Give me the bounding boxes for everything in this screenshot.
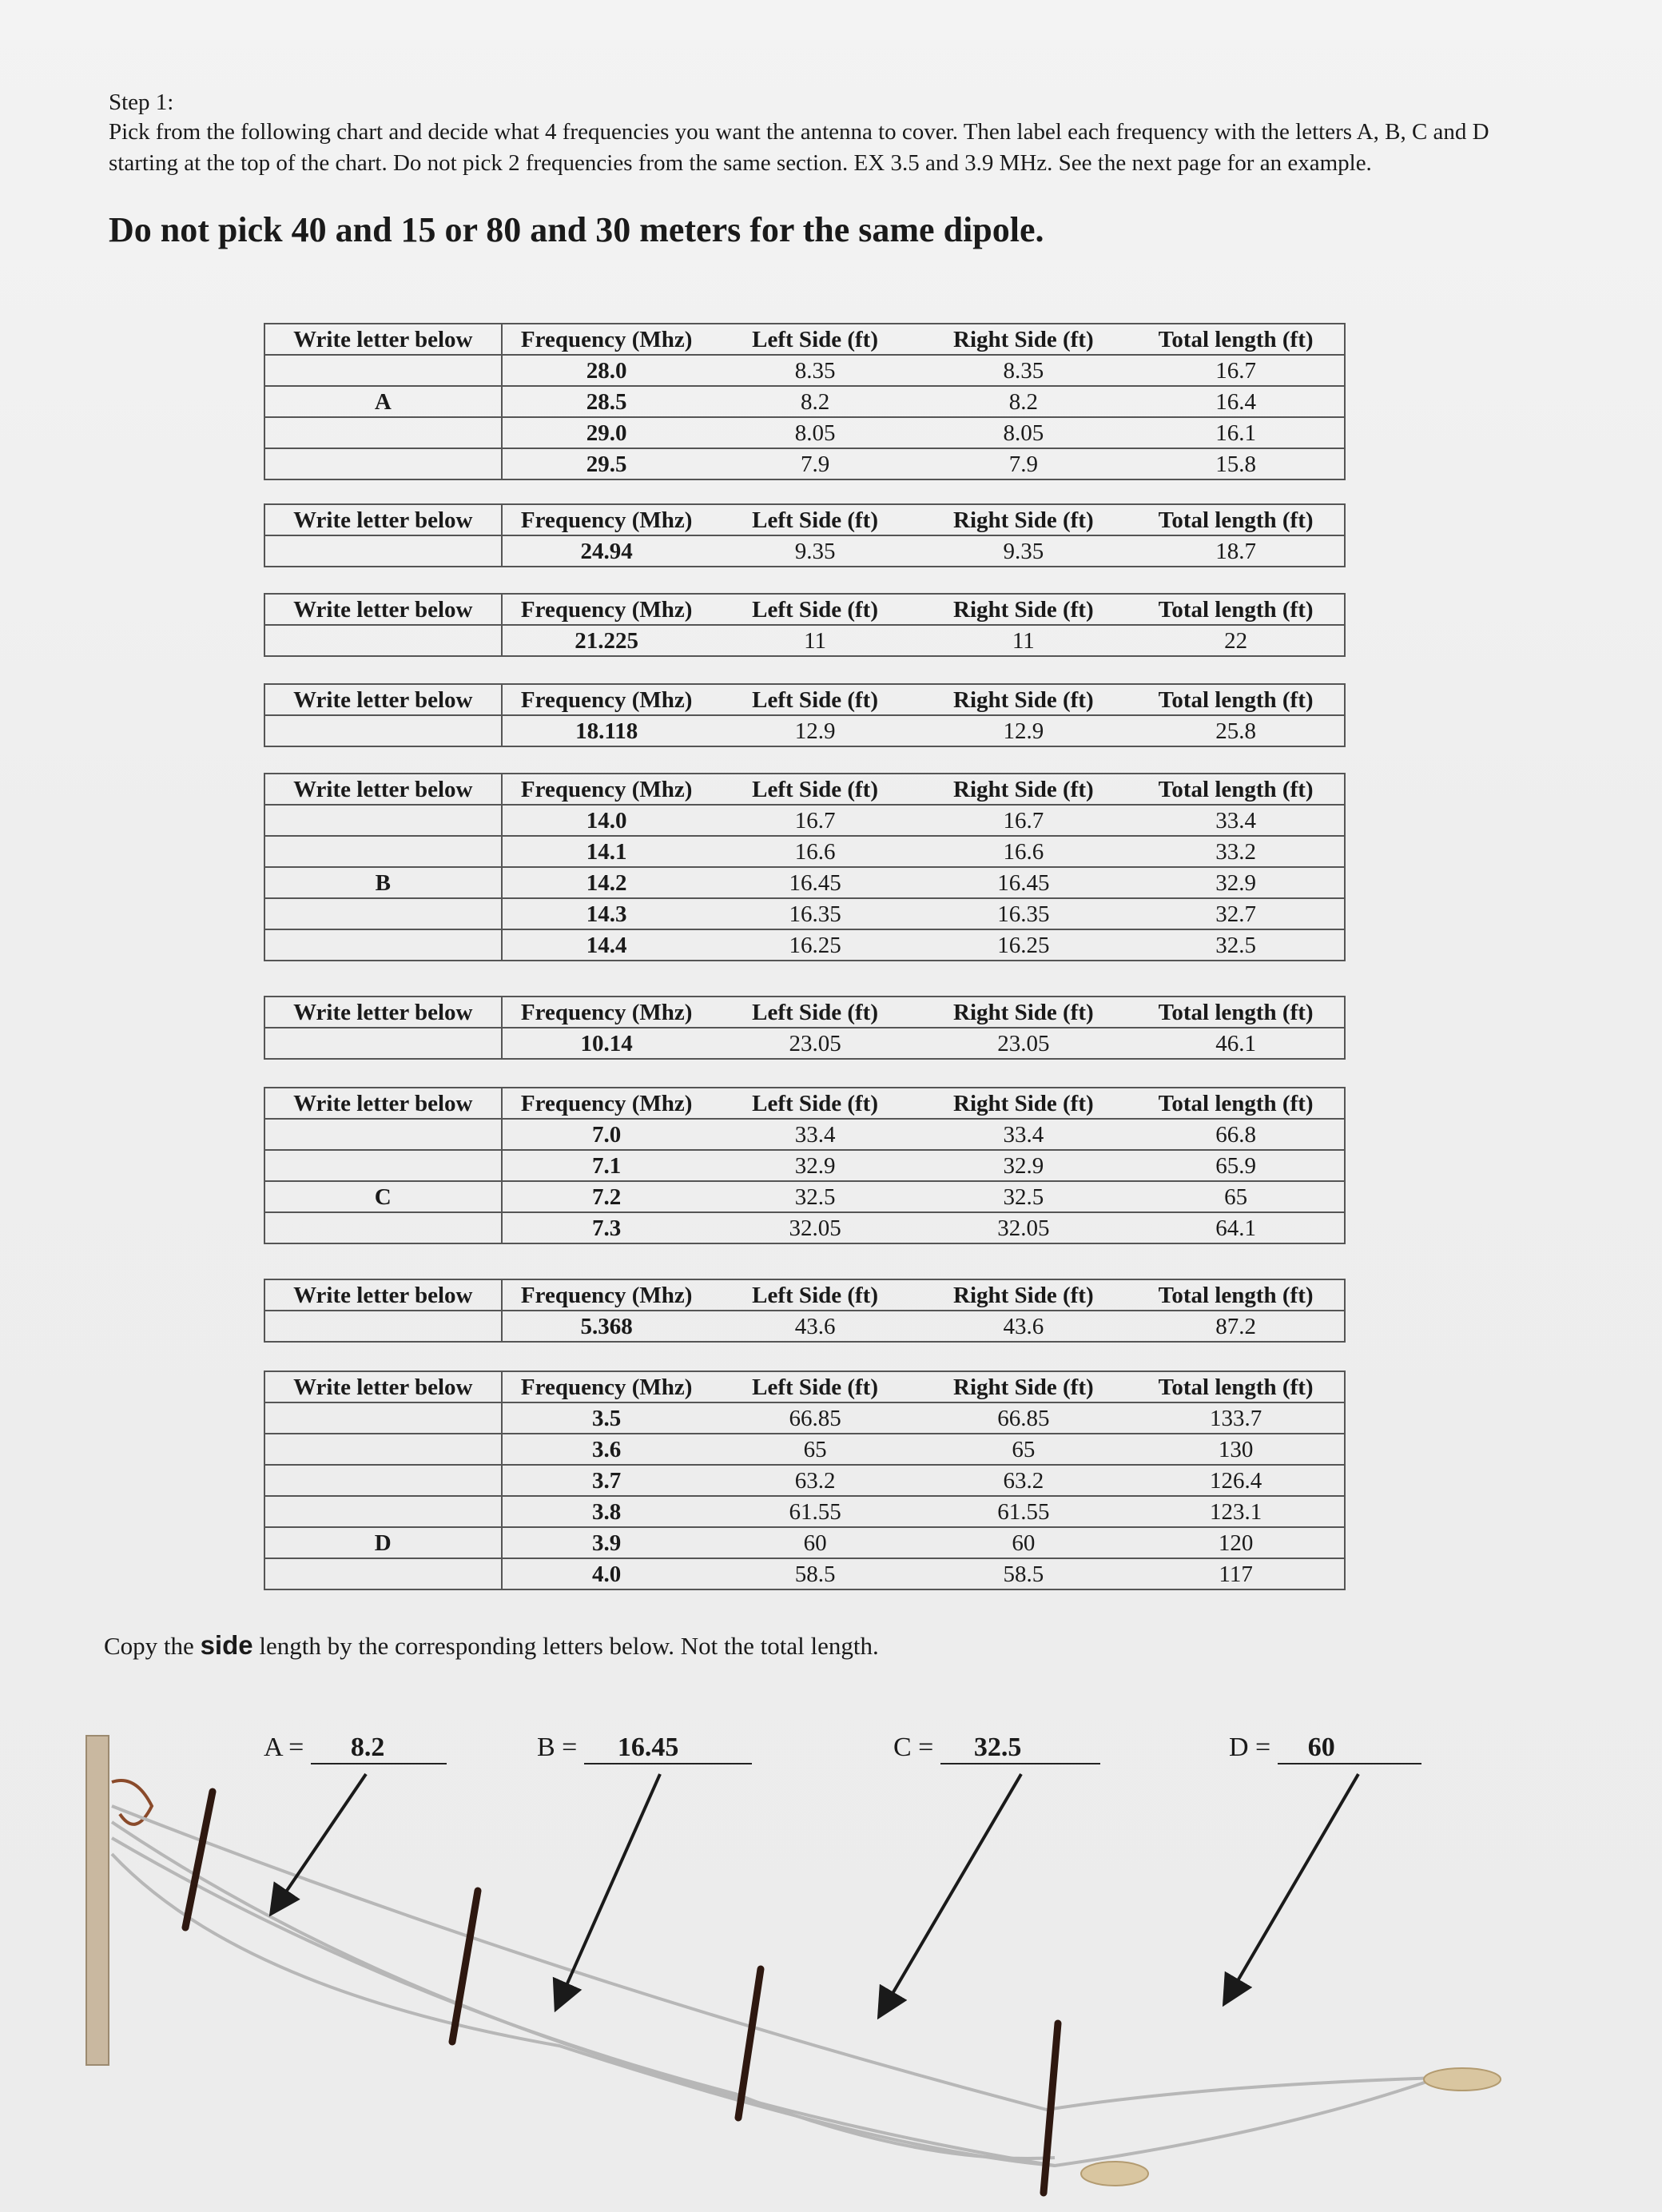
left-side-cell: 12.9 <box>711 715 920 746</box>
letter-cell[interactable] <box>264 1402 502 1434</box>
wire-d <box>112 1854 1438 2166</box>
table-row <box>264 1527 1345 1558</box>
column-header: Write letter below <box>264 504 502 535</box>
letter-cell[interactable] <box>264 535 502 567</box>
left-side-cell: 16.7 <box>711 805 920 836</box>
frequency-cell: 14.4 <box>502 929 711 961</box>
left-side-cell: 58.5 <box>711 1558 920 1589</box>
column-header: Left Side (ft) <box>711 997 920 1028</box>
frequency-cell: 3.6 <box>502 1434 711 1465</box>
answer-c-value: 32.5 <box>973 1733 1022 1762</box>
table-header-row <box>264 684 1345 715</box>
column-header: Right Side (ft) <box>919 1371 1127 1402</box>
left-side-cell: 16.25 <box>711 929 920 961</box>
column-header: Write letter below <box>264 324 502 355</box>
column-header: Right Side (ft) <box>919 997 1127 1028</box>
letter-cell[interactable]: B <box>264 867 502 898</box>
column-header: Total length (ft) <box>1127 504 1345 535</box>
table-header-row <box>264 1279 1345 1311</box>
total-length-cell: 65 <box>1127 1181 1345 1212</box>
column-header: Left Side (ft) <box>711 774 920 805</box>
column-header: Total length (ft) <box>1127 997 1345 1028</box>
letter-cell[interactable] <box>264 1558 502 1589</box>
total-length-cell: 18.7 <box>1127 535 1345 567</box>
dipole-illustration <box>0 1718 1662 2212</box>
right-side-cell: 8.05 <box>919 417 1127 448</box>
end-insulator-right <box>1424 2068 1501 2091</box>
column-header: Total length (ft) <box>1127 594 1345 625</box>
total-length-cell: 120 <box>1127 1527 1345 1558</box>
total-length-cell: 117 <box>1127 1558 1345 1589</box>
column-header: Right Side (ft) <box>919 774 1127 805</box>
column-header: Left Side (ft) <box>711 684 920 715</box>
frequency-table <box>264 593 1346 657</box>
letter-cell[interactable] <box>264 417 502 448</box>
left-side-cell: 43.6 <box>711 1311 920 1342</box>
total-length-cell: 46.1 <box>1127 1028 1345 1059</box>
warning-text: Do not pick 40 and 15 or 80 and 30 meters for the same dipole. <box>109 210 1044 249</box>
column-header: Total length (ft) <box>1127 1088 1345 1119</box>
total-length-cell: 133.7 <box>1127 1402 1345 1434</box>
column-header: Total length (ft) <box>1127 684 1345 715</box>
frequency-cell: 29.0 <box>502 417 711 448</box>
wooden-mast <box>86 1736 109 2065</box>
right-side-cell: 9.35 <box>919 535 1127 567</box>
answer-b-value: 16.45 <box>617 1733 679 1762</box>
right-side-cell: 33.4 <box>919 1119 1127 1150</box>
frequency-cell: 5.368 <box>502 1311 711 1342</box>
letter-cell[interactable]: C <box>264 1181 502 1212</box>
column-header: Frequency (Mhz) <box>502 997 711 1028</box>
frequency-cell: 7.2 <box>502 1181 711 1212</box>
frequency-cell: 4.0 <box>502 1558 711 1589</box>
arrow-d <box>1231 1774 1358 1993</box>
total-length-cell: 130 <box>1127 1434 1345 1465</box>
right-side-cell: 8.35 <box>919 355 1127 386</box>
total-length-cell: 32.7 <box>1127 898 1345 929</box>
table-row <box>264 625 1345 656</box>
table-header-row <box>264 1088 1345 1119</box>
total-length-cell: 64.1 <box>1127 1212 1345 1243</box>
left-side-cell: 33.4 <box>711 1119 920 1150</box>
table-row <box>264 1434 1345 1465</box>
column-header: Write letter below <box>264 1371 502 1402</box>
total-length-cell: 33.2 <box>1127 836 1345 867</box>
right-side-cell: 32.05 <box>919 1212 1127 1243</box>
letter-cell[interactable] <box>264 898 502 929</box>
total-length-cell: 126.4 <box>1127 1465 1345 1496</box>
step-label: Step 1: <box>109 90 174 115</box>
left-side-cell: 11 <box>711 625 920 656</box>
total-length-cell: 65.9 <box>1127 1150 1345 1181</box>
column-header: Right Side (ft) <box>919 1279 1127 1311</box>
column-header: Left Side (ft) <box>711 1371 920 1402</box>
frequency-cell: 7.0 <box>502 1119 711 1150</box>
answer-a-label: A = <box>264 1733 304 1762</box>
left-side-cell: 7.9 <box>711 448 920 479</box>
left-side-cell: 16.35 <box>711 898 920 929</box>
table-row <box>264 1311 1345 1342</box>
table-header-row <box>264 504 1345 535</box>
left-side-cell: 8.05 <box>711 417 920 448</box>
column-header: Frequency (Mhz) <box>502 504 711 535</box>
letter-cell[interactable] <box>264 805 502 836</box>
frequency-table <box>264 503 1346 567</box>
column-header: Left Side (ft) <box>711 504 920 535</box>
spreader-2 <box>452 1891 478 2042</box>
column-header: Total length (ft) <box>1127 1279 1345 1311</box>
table-row <box>264 448 1345 479</box>
instructions-text: Pick from the following chart and decide what 4 frequencies you want the antenna to cover. Then label each frequency with the letters A, B, C and D starting at the top of the chart. Do not pick 2 frequencies from the same section. EX 3.5 and 3.9 MHz. See the next page for an example. <box>109 119 1489 176</box>
right-side-cell: 32.9 <box>919 1150 1127 1181</box>
total-length-cell: 32.5 <box>1127 929 1345 961</box>
frequency-cell: 29.5 <box>502 448 711 479</box>
column-header: Write letter below <box>264 774 502 805</box>
end-insulator-center <box>1081 2162 1148 2186</box>
total-length-cell: 33.4 <box>1127 805 1345 836</box>
column-header: Total length (ft) <box>1127 1371 1345 1402</box>
table-row <box>264 1402 1345 1434</box>
frequency-cell: 28.5 <box>502 386 711 417</box>
left-side-cell: 32.5 <box>711 1181 920 1212</box>
right-side-cell: 32.5 <box>919 1181 1127 1212</box>
letter-cell[interactable] <box>264 1311 502 1342</box>
column-header: Frequency (Mhz) <box>502 594 711 625</box>
arrow-c <box>885 1774 1021 2006</box>
letter-cell[interactable] <box>264 1496 502 1527</box>
frequency-table <box>264 323 1346 480</box>
right-side-cell: 23.05 <box>919 1028 1127 1059</box>
column-header: Total length (ft) <box>1127 324 1345 355</box>
spreader-3 <box>738 1969 761 2118</box>
answer-d-value: 60 <box>1307 1733 1335 1762</box>
right-side-cell: 61.55 <box>919 1496 1127 1527</box>
frequency-table <box>264 1087 1346 1244</box>
total-length-cell: 16.1 <box>1127 417 1345 448</box>
letter-cell[interactable] <box>264 1028 502 1059</box>
frequency-cell: 21.225 <box>502 625 711 656</box>
total-length-cell: 32.9 <box>1127 867 1345 898</box>
left-side-cell: 32.9 <box>711 1150 920 1181</box>
right-side-cell: 16.6 <box>919 836 1127 867</box>
column-header: Left Side (ft) <box>711 324 920 355</box>
total-length-cell: 22 <box>1127 625 1345 656</box>
total-length-cell: 66.8 <box>1127 1119 1345 1150</box>
arrow-b <box>561 1774 660 1998</box>
table-row <box>264 715 1345 746</box>
table-row <box>264 929 1345 961</box>
frequency-cell: 3.8 <box>502 1496 711 1527</box>
right-side-cell: 16.7 <box>919 805 1127 836</box>
table-row <box>264 1028 1345 1059</box>
frequency-table <box>264 773 1346 961</box>
frequency-cell: 24.94 <box>502 535 711 567</box>
left-side-cell: 32.05 <box>711 1212 920 1243</box>
copy-prefix: Copy the <box>104 1632 201 1660</box>
table-row <box>264 898 1345 929</box>
table-row <box>264 1119 1345 1150</box>
table-row <box>264 1212 1345 1243</box>
column-header: Frequency (Mhz) <box>502 1279 711 1311</box>
column-header: Write letter below <box>264 1088 502 1119</box>
right-side-cell: 66.85 <box>919 1402 1127 1434</box>
copy-instruction <box>104 1630 879 1661</box>
left-side-cell: 16.45 <box>711 867 920 898</box>
right-side-cell: 58.5 <box>919 1558 1127 1589</box>
table-row <box>264 1150 1345 1181</box>
frequency-table <box>264 1279 1346 1343</box>
column-header: Frequency (Mhz) <box>502 774 711 805</box>
answer-d-label: D = <box>1229 1733 1271 1762</box>
left-side-cell: 63.2 <box>711 1465 920 1496</box>
letter-cell[interactable]: A <box>264 386 502 417</box>
letter-cell[interactable] <box>264 1119 502 1150</box>
letter-cell[interactable] <box>264 448 502 479</box>
column-header: Total length (ft) <box>1127 774 1345 805</box>
table-header-row <box>264 774 1345 805</box>
table-row <box>264 417 1345 448</box>
left-side-cell: 65 <box>711 1434 920 1465</box>
right-side-cell: 60 <box>919 1527 1127 1558</box>
letter-cell[interactable] <box>264 1465 502 1496</box>
column-header: Right Side (ft) <box>919 1088 1127 1119</box>
frequency-cell: 3.5 <box>502 1402 711 1434</box>
column-header: Right Side (ft) <box>919 504 1127 535</box>
total-length-cell: 16.4 <box>1127 386 1345 417</box>
right-side-cell: 11 <box>919 625 1127 656</box>
table-row <box>264 867 1345 898</box>
wire-a <box>112 1806 1438 2110</box>
table-header-row <box>264 594 1345 625</box>
total-length-cell: 123.1 <box>1127 1496 1345 1527</box>
left-side-cell: 66.85 <box>711 1402 920 1434</box>
table-row <box>264 535 1345 567</box>
column-header: Right Side (ft) <box>919 324 1127 355</box>
left-side-cell: 9.35 <box>711 535 920 567</box>
letter-cell[interactable] <box>264 715 502 746</box>
right-side-cell: 16.25 <box>919 929 1127 961</box>
right-side-cell: 65 <box>919 1434 1127 1465</box>
left-side-cell: 8.2 <box>711 386 920 417</box>
frequency-cell: 7.1 <box>502 1150 711 1181</box>
frequency-cell: 28.0 <box>502 355 711 386</box>
letter-cell[interactable] <box>264 1212 502 1243</box>
left-side-cell: 60 <box>711 1527 920 1558</box>
letter-cell[interactable] <box>264 1150 502 1181</box>
frequency-table <box>264 1371 1346 1590</box>
frequency-table <box>264 996 1346 1060</box>
letter-cell[interactable]: D <box>264 1527 502 1558</box>
table-header-row <box>264 1371 1345 1402</box>
frequency-table <box>264 683 1346 747</box>
left-side-cell: 23.05 <box>711 1028 920 1059</box>
column-header: Write letter below <box>264 1279 502 1311</box>
wire-c <box>112 1838 1055 2158</box>
frequency-cell: 14.3 <box>502 898 711 929</box>
column-header: Frequency (Mhz) <box>502 1371 711 1402</box>
column-header: Write letter below <box>264 997 502 1028</box>
column-header: Write letter below <box>264 594 502 625</box>
frequency-cell: 10.14 <box>502 1028 711 1059</box>
letter-cell[interactable] <box>264 625 502 656</box>
table-row <box>264 1181 1345 1212</box>
spreader-1 <box>185 1792 213 1928</box>
right-side-cell: 63.2 <box>919 1465 1127 1496</box>
right-side-cell: 16.45 <box>919 867 1127 898</box>
table-row <box>264 1465 1345 1496</box>
right-side-cell: 16.35 <box>919 898 1127 929</box>
total-length-cell: 87.2 <box>1127 1311 1345 1342</box>
column-header: Right Side (ft) <box>919 594 1127 625</box>
left-side-cell: 16.6 <box>711 836 920 867</box>
right-side-cell: 8.2 <box>919 386 1127 417</box>
table-row <box>264 805 1345 836</box>
column-header: Right Side (ft) <box>919 684 1127 715</box>
table-row <box>264 386 1345 417</box>
table-row <box>264 1496 1345 1527</box>
column-header: Frequency (Mhz) <box>502 1088 711 1119</box>
column-header: Left Side (ft) <box>711 1088 920 1119</box>
wire-b <box>112 1822 1055 2166</box>
left-side-cell: 61.55 <box>711 1496 920 1527</box>
frequency-cell: 14.1 <box>502 836 711 867</box>
table-row <box>264 1558 1345 1589</box>
column-header: Left Side (ft) <box>711 594 920 625</box>
right-side-cell: 43.6 <box>919 1311 1127 1342</box>
left-side-cell: 8.35 <box>711 355 920 386</box>
column-header: Frequency (Mhz) <box>502 684 711 715</box>
right-side-cell: 7.9 <box>919 448 1127 479</box>
right-side-cell: 12.9 <box>919 715 1127 746</box>
letter-cell[interactable] <box>264 1434 502 1465</box>
frequency-cell: 3.7 <box>502 1465 711 1496</box>
table-header-row <box>264 324 1345 355</box>
letter-cell[interactable] <box>264 929 502 961</box>
frequency-cell: 7.3 <box>502 1212 711 1243</box>
table-row <box>264 355 1345 386</box>
total-length-cell: 15.8 <box>1127 448 1345 479</box>
column-header: Frequency (Mhz) <box>502 324 711 355</box>
letter-cell[interactable] <box>264 355 502 386</box>
copy-emphasis: side <box>200 1630 253 1660</box>
copy-suffix: length by the corresponding letters below. Not the total length. <box>252 1632 879 1660</box>
column-header: Left Side (ft) <box>711 1279 920 1311</box>
answer-c-label: C = <box>893 1733 934 1762</box>
frequency-cell: 18.118 <box>502 715 711 746</box>
frequency-cell: 14.2 <box>502 867 711 898</box>
table-header-row <box>264 997 1345 1028</box>
answer-b-label: B = <box>537 1733 578 1762</box>
total-length-cell: 25.8 <box>1127 715 1345 746</box>
total-length-cell: 16.7 <box>1127 355 1345 386</box>
column-header: Write letter below <box>264 684 502 715</box>
letter-cell[interactable] <box>264 836 502 867</box>
frequency-cell: 14.0 <box>502 805 711 836</box>
frequency-cell: 3.9 <box>502 1527 711 1558</box>
answer-a-value: 8.2 <box>350 1733 385 1762</box>
table-row <box>264 836 1345 867</box>
